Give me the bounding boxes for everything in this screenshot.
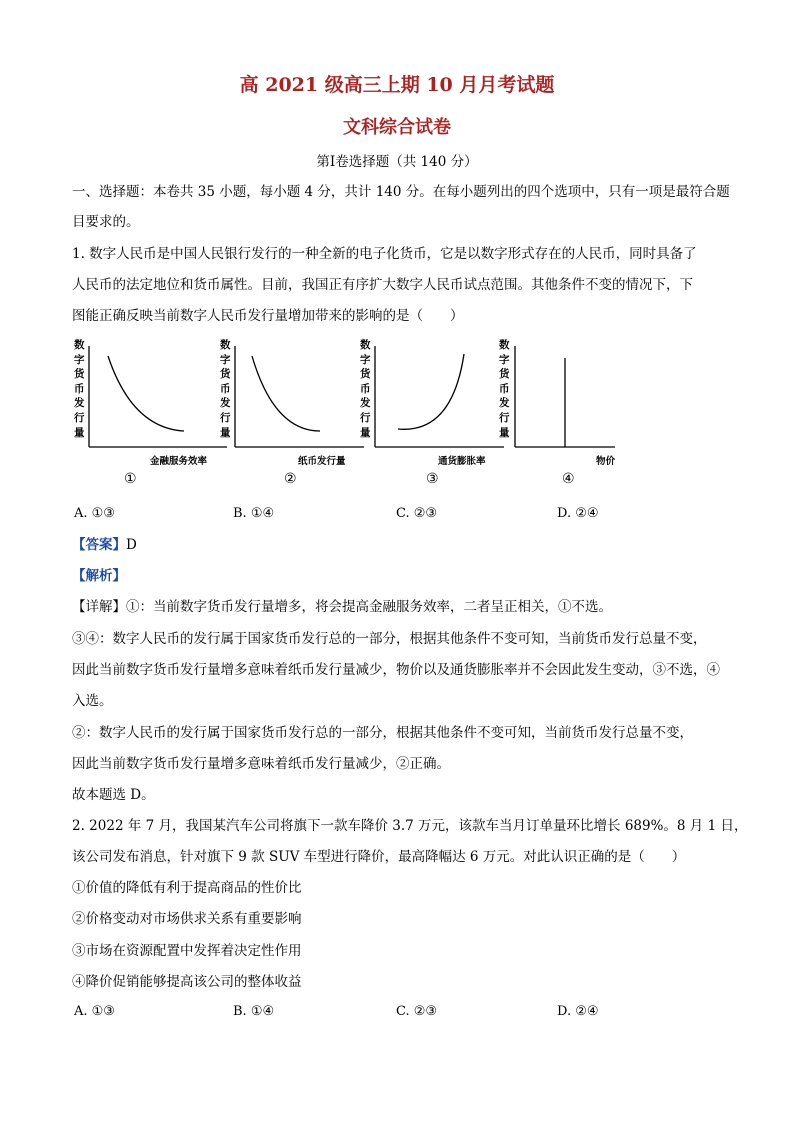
q1-stem-line-1: 1. 数字人民币是中国人民银行发行的一种全新的电子化货币，它是以数字形式存在的人民币，同时具备了	[72, 246, 697, 262]
q1-option-c: C. ②③	[396, 506, 438, 521]
graph-3-ylabel: 数 字 货 币 发 行 量	[360, 339, 371, 439]
graph-2-xlabel: 纸币发行量	[298, 456, 346, 467]
graph-4-xlabel: 物价	[596, 456, 616, 467]
q1-option-d: D. ②④	[557, 506, 599, 521]
intro-line-2: 目要求的。	[72, 214, 140, 230]
explanation-line-7: 故本题选 D。	[72, 787, 155, 803]
graph-1-plot	[72, 336, 232, 451]
explanation-line-5: ②：数字人民币的发行属于国家货币发行总的一部分，根据其他条件不变可知，当前货币发行总量不变，	[72, 725, 693, 741]
graph-1	[72, 336, 232, 496]
graph-2	[212, 336, 372, 496]
graph-2-ylabel: 数 字 货 币 发 行 量	[220, 339, 231, 439]
intro-line-1: 一、选择题：本卷共 35 小题，每小题 4 分，共计 140 分。在每小题列出的四个选项中，只有一项是最符合题	[72, 184, 730, 200]
graph-1-number: ①	[124, 471, 137, 487]
explanation-text-1: ①：当前数字货币发行量增多，将会提高金融服务效率，二者呈正相关，①不选。	[126, 599, 612, 615]
analysis-line	[72, 567, 126, 585]
explanation-line-6: 因此当前数字货币发行量增多意味着纸币发行量减少，②正确。	[72, 756, 450, 772]
answer-value: D	[126, 537, 137, 553]
graph-2-plot	[212, 336, 372, 451]
q2-option-a: A. ①③	[74, 1004, 115, 1019]
graph-3-number: ③	[426, 471, 439, 487]
graph-1-curve	[108, 356, 184, 431]
answer-tag: 【答案】	[72, 537, 126, 553]
graph-4	[492, 336, 652, 496]
q1-option-a: A. ①③	[74, 506, 115, 521]
explanation-line-4: 入选。	[72, 693, 113, 709]
q2-option-c: C. ②③	[396, 1004, 438, 1019]
graph-2-number: ②	[284, 471, 297, 487]
graph-2-curve	[252, 356, 320, 431]
graph-4-ylabel: 数 字 货 币 发 行 量	[499, 339, 510, 439]
graph-1-xlabel: 金融服务效率	[150, 456, 208, 467]
exam-subtitle: 文科综合试卷	[343, 117, 451, 138]
explanation-line-2: ③④：数字人民币的发行属于国家货币发行总的一部分，根据其他条件不变可知，当前货币发行总量不变，	[72, 631, 707, 647]
graph-3-plot	[352, 336, 512, 451]
graph-3-xlabel: 通货膨胀率	[438, 456, 486, 467]
graph-4-plot	[492, 336, 652, 451]
q1-option-b: B. ①④	[233, 506, 275, 521]
q1-stem-line-2: 人民币的法定地位和货币属性。目前，我国正有序扩大数字人民币试点范围。其他条件不变的情况下，下	[72, 277, 693, 293]
graph-3	[352, 336, 512, 496]
explanation-line-1	[72, 598, 612, 616]
exam-title: 高 2021 级高三上期 10 月月考试题	[239, 74, 555, 96]
section-heading: 第Ⅰ卷选择题（共 140 分）	[316, 154, 478, 170]
answer-line	[72, 536, 137, 554]
q2-statement-4: ④降价促销能够提高该公司的整体收益	[72, 974, 302, 990]
graph-1-ylabel: 数 字 货 币 发 行 量	[74, 339, 85, 439]
q2-option-b: B. ①④	[233, 1004, 275, 1019]
q2-stem-line-1: 2. 2022 年 7 月，我国某汽车公司将旗下一款车降价 3.7 万元，该款车当月订单量环比增长 689%。8 月 1 日，	[72, 818, 748, 834]
graph-3-curve	[398, 354, 464, 429]
analysis-tag: 【解析】	[72, 568, 126, 584]
detail-tag: 【详解】	[72, 599, 126, 615]
q2-statement-3: ③市场在资源配置中发挥着决定性作用	[72, 943, 302, 959]
q2-option-d: D. ②④	[557, 1004, 599, 1019]
q2-statement-1: ①价值的降低有利于提高商品的性价比	[72, 880, 302, 896]
explanation-line-3: 因此当前数字货币发行量增多意味着纸币发行量减少，物价以及通货膨胀率并不会因此发生变动，③不选，④	[72, 662, 720, 678]
q1-stem-line-3: 图能正确反映当前数字人民币发行量增加带来的影响的是（ ）	[72, 308, 464, 324]
q2-statement-2: ②价格变动对市场供求关系有重要影响	[72, 911, 302, 927]
q2-stem-line-2: 该公司发布消息，针对旗下 9 款 SUV 车型进行降价，最高降幅达 6 万元。对此认识正确的是（ ）	[72, 849, 686, 865]
graph-4-number: ④	[562, 471, 575, 487]
